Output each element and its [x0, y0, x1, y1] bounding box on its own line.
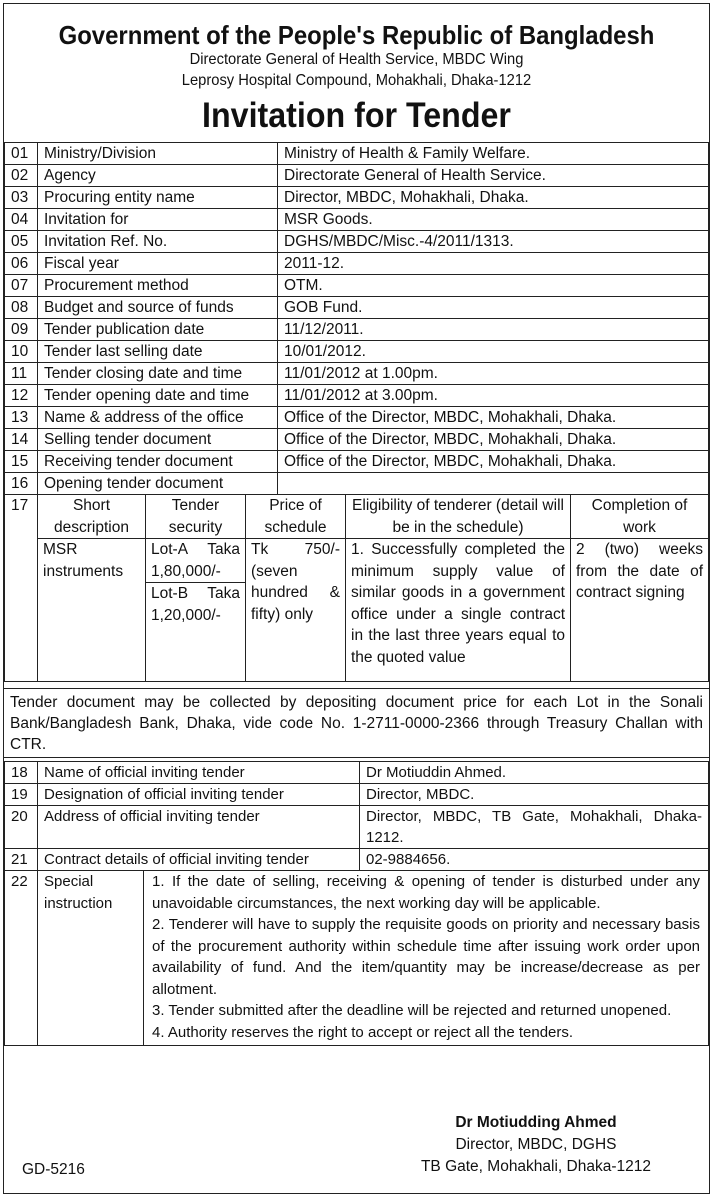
row-value: Office of the Director, MBDC, Mohakhali, Dhaka. [278, 407, 709, 429]
table-row [5, 165, 709, 187]
row-label: Procuring entity name [38, 187, 278, 209]
department-line: Directorate General of Health Service, MBDC Wing [189, 51, 524, 68]
header-eligibility: Eligibility of tenderer (detail will be in the schedule) [346, 495, 571, 539]
instruction-item: 1. If the date of selling, receiving & opening of tender is disturbed under any unavoidable circumstances, the next working day will be applicable. [152, 873, 700, 912]
row-number: 03 [5, 187, 38, 209]
security-lot-b: Lot-B Taka 1,20,000/- [146, 583, 246, 682]
row-number: 20 [5, 806, 38, 849]
row-number: 21 [5, 849, 38, 871]
row-number: 01 [5, 143, 38, 165]
row-label: Tender last selling date [38, 341, 278, 363]
table-row [5, 187, 709, 209]
row-value: Dr Motiuddin Ahmed. [360, 762, 709, 784]
row-value: 2011-12. [278, 253, 709, 275]
instruction-item: 4. Authority reserves the right to accept or reject all the tenders. [152, 1023, 574, 1041]
signatory-name: Dr Motiudding Ahmed [455, 1114, 617, 1131]
table-row [5, 784, 709, 806]
special-instruction-table [4, 870, 709, 1046]
header-completion: Completion of work [571, 495, 709, 539]
signature-block [421, 1112, 651, 1178]
row-label: Receiving tender document [38, 451, 278, 473]
table-row [5, 806, 709, 849]
row-number: 13 [5, 407, 38, 429]
row-value: 11/12/2011. [278, 319, 709, 341]
header-price-of-schedule: Price of schedule [246, 495, 346, 539]
row-number: 15 [5, 451, 38, 473]
signatory-designation: Director, MBDC, DGHS [455, 1136, 617, 1153]
row-label: Budget and source of funds [38, 297, 278, 319]
table-row [5, 473, 709, 495]
row-17-table [4, 494, 709, 682]
row-value: 10/01/2012. [278, 341, 709, 363]
instruction-item: 2. Tenderer will have to supply the requisite goods on priority and necessary basis of the procurement authority within schedule time after issuing work order upon availability of fund. And the item/quantity may be increase/decrease as per allotment. [152, 916, 700, 998]
row-value: 02-9884656. [360, 849, 709, 871]
row-label: Name of official inviting tender [38, 762, 360, 784]
row-label: Invitation for [38, 209, 278, 231]
header-tender-security: Tender security [146, 495, 246, 539]
eligibility: 1. Successfully completed the minimum supply value of similar goods in a government office under a single contract in the last three years equal to the quoted value [346, 539, 571, 682]
row-number: 10 [5, 341, 38, 363]
row-number: 17 [5, 495, 38, 682]
table-row [5, 231, 709, 253]
signatory-address: TB Gate, Mohakhali, Dhaka-1212 [420, 1158, 651, 1175]
table-row [5, 385, 709, 407]
row-17-header [5, 495, 709, 539]
row-label: Name & address of the office [38, 407, 278, 429]
address-line: Leprosy Hospital Compound, Mohakhali, Dhaka-1212 [181, 72, 532, 89]
row-label: Tender closing date and time [38, 363, 278, 385]
row-value: Office of the Director, MBDC, Mohakhali, Dhaka. [278, 451, 709, 473]
row-number: 12 [5, 385, 38, 407]
row-label: Address of official inviting tender [38, 806, 360, 849]
row-label: Opening tender document [38, 473, 278, 495]
row-number: 08 [5, 297, 38, 319]
row-label: Designation of official inviting tender [38, 784, 360, 806]
row-value: DGHS/MBDC/Misc.-4/2011/1313. [278, 231, 709, 253]
table-row [5, 407, 709, 429]
row-value: Ministry of Health & Family Welfare. [278, 143, 709, 165]
instruction-list [144, 871, 709, 1046]
row-label: Tender opening date and time [38, 385, 278, 407]
row-number: 11 [5, 363, 38, 385]
row-value: OTM. [278, 275, 709, 297]
table-row [5, 341, 709, 363]
table-row [5, 143, 709, 165]
row-number: 14 [5, 429, 38, 451]
row-value: Directorate General of Health Service. [278, 165, 709, 187]
row-label: Tender publication date [38, 319, 278, 341]
row-value: Director, MBDC, TB Gate, Mohakhali, Dhaka-1212. [360, 806, 709, 849]
row-label: Invitation Ref. No. [38, 231, 278, 253]
table-row [5, 363, 709, 385]
row-22 [5, 871, 709, 1046]
short-description: MSR instruments [38, 539, 146, 682]
row-value [278, 473, 709, 495]
row-number: 19 [5, 784, 38, 806]
row-number: 18 [5, 762, 38, 784]
row-label: Fiscal year [38, 253, 278, 275]
instruction-item: 3. Tender submitted after the deadline will be rejected and returned unopened. [152, 1002, 672, 1019]
row-17-body [5, 539, 709, 583]
row-label: Procurement method [38, 275, 278, 297]
row-number: 06 [5, 253, 38, 275]
table-row [5, 319, 709, 341]
row-value: Director, MBDC. [360, 784, 709, 806]
row-value: Director, MBDC, Mohakhali, Dhaka. [278, 187, 709, 209]
row-number: 07 [5, 275, 38, 297]
header [4, 4, 709, 136]
row-value: 11/01/2012 at 1.00pm. [278, 363, 709, 385]
table-row [5, 297, 709, 319]
row-number: 16 [5, 473, 38, 495]
row-label: Ministry/Division [38, 143, 278, 165]
row-label: Contract details of official inviting tender [38, 849, 360, 871]
details-table [4, 142, 709, 495]
row-number: 09 [5, 319, 38, 341]
row-number: 04 [5, 209, 38, 231]
row-value: MSR Goods. [278, 209, 709, 231]
table-row [5, 253, 709, 275]
header-short-description: Short description [38, 495, 146, 539]
row-value: 11/01/2012 at 3.00pm. [278, 385, 709, 407]
row-number: 05 [5, 231, 38, 253]
row-value: GOB Fund. [278, 297, 709, 319]
notice-title: Invitation for Tender [202, 96, 511, 135]
price-of-schedule: Tk 750/- (seven hundred & fifty) only [246, 539, 346, 682]
row-label: Selling tender document [38, 429, 278, 451]
row-value: Office of the Director, MBDC, Mohakhali, Dhaka. [278, 429, 709, 451]
government-title: Government of the People's Republic of Bangladesh [58, 20, 655, 50]
notice-code: GD-5216 [22, 1161, 85, 1178]
tender-notice [3, 3, 710, 1194]
collection-note: Tender document may be collected by depositing document price for each Lot in the Sonali Bank/Bangladesh Bank, Dhaka, vide code No. 1-2711-0000-2366 through Treasury Challan with CTR. [4, 688, 709, 758]
table-row [5, 849, 709, 871]
row-number: 22 [5, 871, 38, 1046]
official-table [4, 761, 709, 871]
table-row [5, 275, 709, 297]
row-label: Special instruction [38, 871, 144, 1046]
row-label: Agency [38, 165, 278, 187]
completion: 2 (two) weeks from the date of contract signing [571, 539, 709, 682]
table-row [5, 451, 709, 473]
table-row [5, 429, 709, 451]
table-row [5, 762, 709, 784]
security-lot-a: Lot-A Taka 1,80,000/- [146, 539, 246, 583]
row-number: 02 [5, 165, 38, 187]
table-row [5, 209, 709, 231]
